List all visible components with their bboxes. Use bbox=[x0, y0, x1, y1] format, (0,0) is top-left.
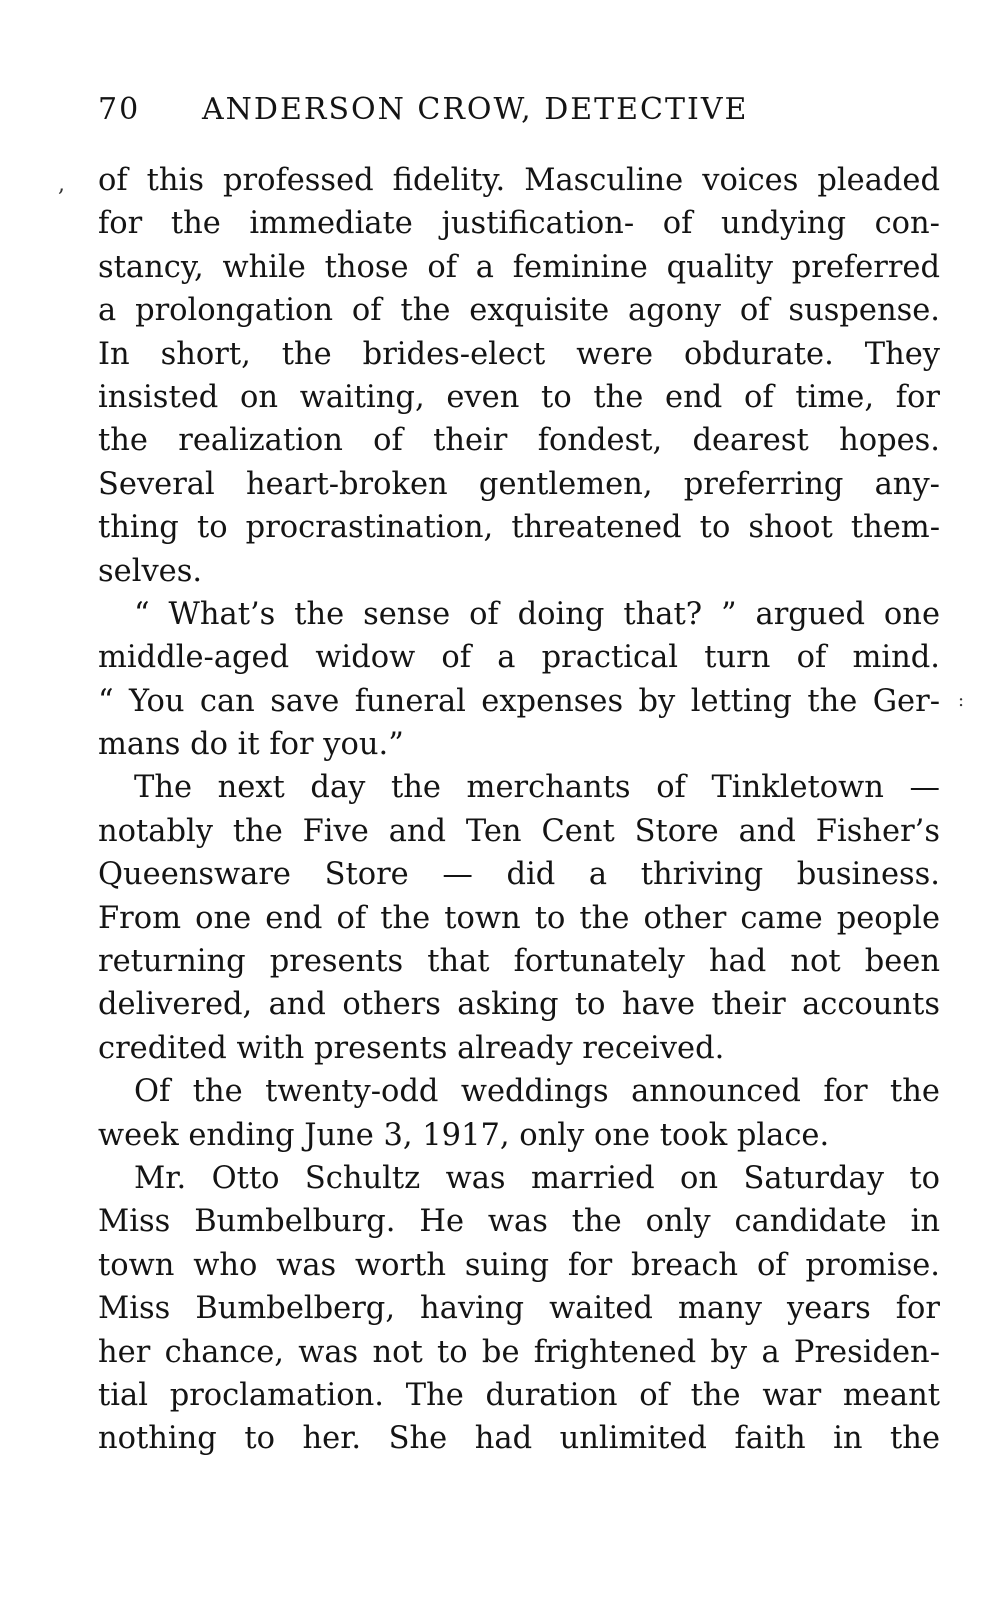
text-line: nothing to her. She had unlimited faith in the bbox=[98, 1421, 940, 1457]
text-line: “ You can save funeral expenses by letting the Ger- bbox=[98, 683, 940, 719]
running-title: ANDERSON CROW, DETECTIVE bbox=[202, 92, 749, 127]
text-line: Queensware Store — did a thriving business. bbox=[98, 857, 940, 893]
text-line: Of the twenty-odd weddings announced for the bbox=[134, 1074, 940, 1110]
text-line: Several heart-broken gentlemen, preferring any- bbox=[98, 466, 940, 502]
text-line: tial proclamation. The duration of the war meant bbox=[98, 1377, 940, 1413]
running-header bbox=[98, 92, 828, 136]
text-line: Miss Bumbelburg. He was the only candidate in bbox=[98, 1204, 940, 1240]
text-line: “ What’s the sense of doing that? ” argued one bbox=[134, 596, 940, 632]
text-line: thing to procrastination, threatened to shoot them- bbox=[98, 510, 940, 546]
text-line: middle-aged widow of a practical turn of mind. bbox=[98, 640, 940, 676]
text-line: delivered, and others asking to have their accounts bbox=[98, 987, 940, 1023]
margin-speck: : bbox=[958, 690, 965, 711]
text-line: the realization of their fondest, dearest hopes. bbox=[98, 423, 940, 459]
text-line: town who was worth suing for breach of promise. bbox=[98, 1247, 940, 1283]
text-line: stancy, while those of a feminine quality preferred bbox=[98, 249, 940, 285]
text-line: From one end of the town to the other came people bbox=[98, 900, 940, 936]
body-text bbox=[98, 159, 940, 1461]
margin-speck: , bbox=[58, 172, 65, 197]
text-line: In short, the brides-elect were obdurate. They bbox=[98, 336, 940, 372]
text-line: a prolongation of the exquisite agony of suspense. bbox=[98, 293, 940, 329]
text-line: week ending June 3, 1917, only one took place. bbox=[98, 1117, 830, 1153]
text-line: for the immediate justification- of undying con- bbox=[98, 206, 940, 242]
text-line: of this professed fidelity. Masculine voices pleaded bbox=[98, 163, 940, 198]
text-line: insisted on waiting, even to the end of time, for bbox=[98, 379, 940, 415]
text-line: notably the Five and Ten Cent Store and Fisher’s bbox=[98, 813, 940, 849]
text-line: credited with presents already received. bbox=[98, 1030, 725, 1066]
page-number: 70 bbox=[98, 92, 141, 127]
text-line: mans do it for you.” bbox=[98, 727, 404, 763]
text-line: returning presents that fortunately had not been bbox=[98, 944, 940, 980]
text-line: her chance, was not to be frightened by a Presiden- bbox=[98, 1334, 940, 1370]
text-line: Miss Bumbelberg, having waited many years for bbox=[98, 1291, 940, 1327]
text-line: selves. bbox=[98, 553, 203, 589]
text-line: The next day the merchants of Tinkletown — bbox=[134, 770, 940, 806]
text-line: Mr. Otto Schultz was married on Saturday to bbox=[134, 1160, 940, 1196]
